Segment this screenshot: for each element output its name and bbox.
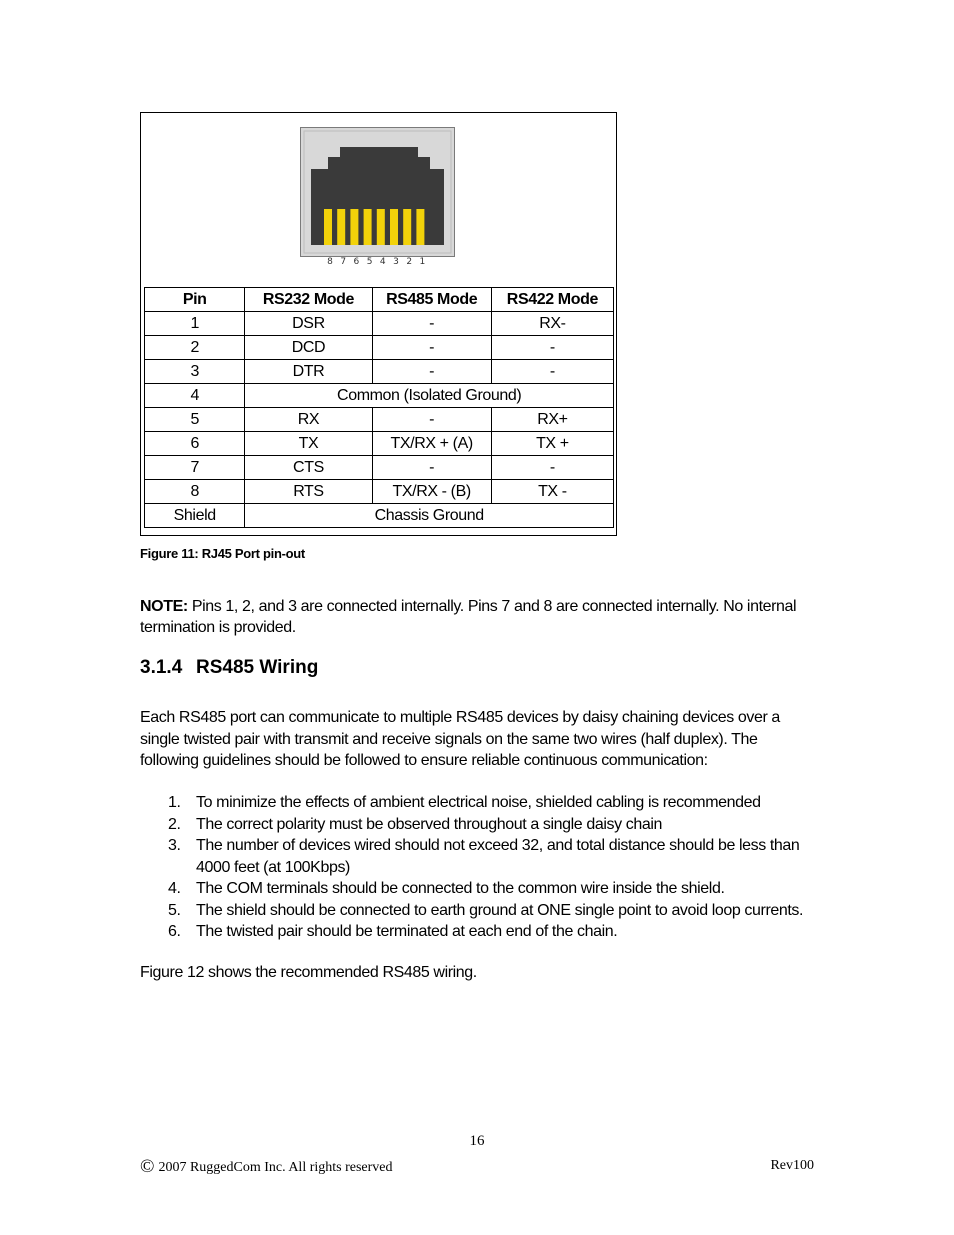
table-row [145,432,614,456]
table-row [145,504,614,528]
pin-cell: 6 [145,432,245,456]
contact-pin-1 [416,209,424,245]
rs422-cell: - [491,456,613,480]
merged-cell: Common (Isolated Ground) [245,384,614,408]
table-row [145,336,614,360]
list-text: The number of devices wired should not exceed 32, and total distance should be less than 4000 feet (at 100Kbps) [196,837,800,876]
rs422-cell: TX - [491,480,613,504]
pin-cell: Shield [145,504,245,528]
list-number: 3. [168,837,181,854]
list-number: 6. [168,923,181,940]
list-number: 1. [168,794,181,811]
note-label: NOTE: [140,598,188,615]
pin-number-label: 5 [366,257,373,267]
copyright-text: 2007 RuggedCom Inc. All rights reserved [158,1160,393,1175]
rs232-cell: RTS [245,480,372,504]
rj45-jack-diagram [300,127,455,257]
header-pin: Pin [145,288,245,312]
pin-cell: 2 [145,336,245,360]
rs422-cell: - [491,360,613,384]
pin-number-label: 6 [353,257,360,267]
revision-label: Rev100 [770,1158,814,1173]
pin-number-label: 7 [340,257,347,267]
table-row [145,408,614,432]
pin-number-labels [322,257,432,269]
header-rs485: RS485 Mode [372,288,491,312]
rs422-cell: - [491,336,613,360]
pin-cell: 1 [145,312,245,336]
list-item [140,835,830,878]
section-heading [140,657,318,679]
note-paragraph [140,596,830,638]
rs422-cell: RX+ [491,408,613,432]
rs232-cell: DSR [245,312,372,336]
rs485-cell: TX/RX - (B) [372,480,491,504]
section-number: 3.1.4 [140,657,183,678]
rs232-cell: CTS [245,456,372,480]
list-text: To minimize the effects of ambient electrical noise, shielded cabling is recommended [196,794,761,811]
pinout-table [144,287,614,528]
contact-pin-7 [337,209,345,245]
page-number: 16 [469,1133,485,1149]
header-rs232: RS232 Mode [245,288,372,312]
pin-number-label: 8 [327,257,333,267]
list-item [140,792,830,814]
pin-number-label: 3 [393,257,399,267]
rs485-cell: TX/RX + (A) [372,432,491,456]
table-row [145,384,614,408]
pin-number-label: 2 [406,257,413,267]
merged-cell: Chassis Ground [245,504,614,528]
rs485-cell: - [372,360,491,384]
table-row [145,456,614,480]
pin-number-label: 4 [379,257,386,267]
pin-number-label: 1 [419,257,426,267]
contact-pin-4 [377,209,385,245]
header-rs422: RS422 Mode [491,288,613,312]
rs485-cell: - [372,312,491,336]
rs485-cell: - [372,336,491,360]
contact-pin-6 [350,209,358,245]
section-title: RS485 Wiring [196,657,319,678]
pin-cell: 5 [145,408,245,432]
figure-caption: Figure 11: RJ45 Port pin-out [140,546,305,561]
pin-cell: 7 [145,456,245,480]
rs232-cell: DCD [245,336,372,360]
pin-cell: 3 [145,360,245,384]
body-paragraph: Each RS485 port can communicate to multiple RS485 devices by daisy chaining devices over a single twisted pair with transmit and receive signals on the same two wires (half duplex). The following guidelines should be followed to ensure reliable continuous communication: [140,709,780,769]
rs232-cell: DTR [245,360,372,384]
list-number: 2. [168,815,181,833]
list-item [140,814,830,836]
figure-reference: Figure 12 shows the recommended RS485 wiring. [140,964,477,981]
copyright-notice [140,1156,393,1178]
contact-pin-2 [403,209,411,245]
list-item [140,878,830,900]
rs232-cell: RX [245,408,372,432]
rs232-cell: TX [245,432,372,456]
pin-cell: 4 [145,384,245,408]
rs485-cell: - [372,408,491,432]
pin-cell: 8 [145,480,245,504]
guidelines-list [140,792,830,943]
copyright-symbol: © [140,1156,155,1177]
contact-pin-3 [390,209,398,245]
note-text: Pins 1, 2, and 3 are connected internally. Pins 7 and 8 are connected internally. No internal termination is provided. [140,598,797,636]
list-number: 4. [168,880,181,897]
table-row [145,360,614,384]
table-header-row [145,288,614,312]
rs485-cell: - [372,456,491,480]
list-item [140,900,830,922]
list-text: The twisted pair should be terminated at each end of the chain. [196,923,618,940]
list-item [140,921,830,943]
table-row [145,480,614,504]
contact-pin-8 [324,209,332,245]
list-text: The COM terminals should be connected to the common wire inside the shield. [196,880,725,897]
list-number: 5. [168,901,181,919]
table-row [145,312,614,336]
contact-pin-5 [364,209,372,245]
rs422-cell: RX- [491,312,613,336]
list-text: The shield should be connected to earth ground at ONE single point to avoid loop currents. [196,901,804,919]
list-text: The correct polarity must be observed throughout a single daisy chain [196,815,663,833]
rs422-cell: TX + [491,432,613,456]
